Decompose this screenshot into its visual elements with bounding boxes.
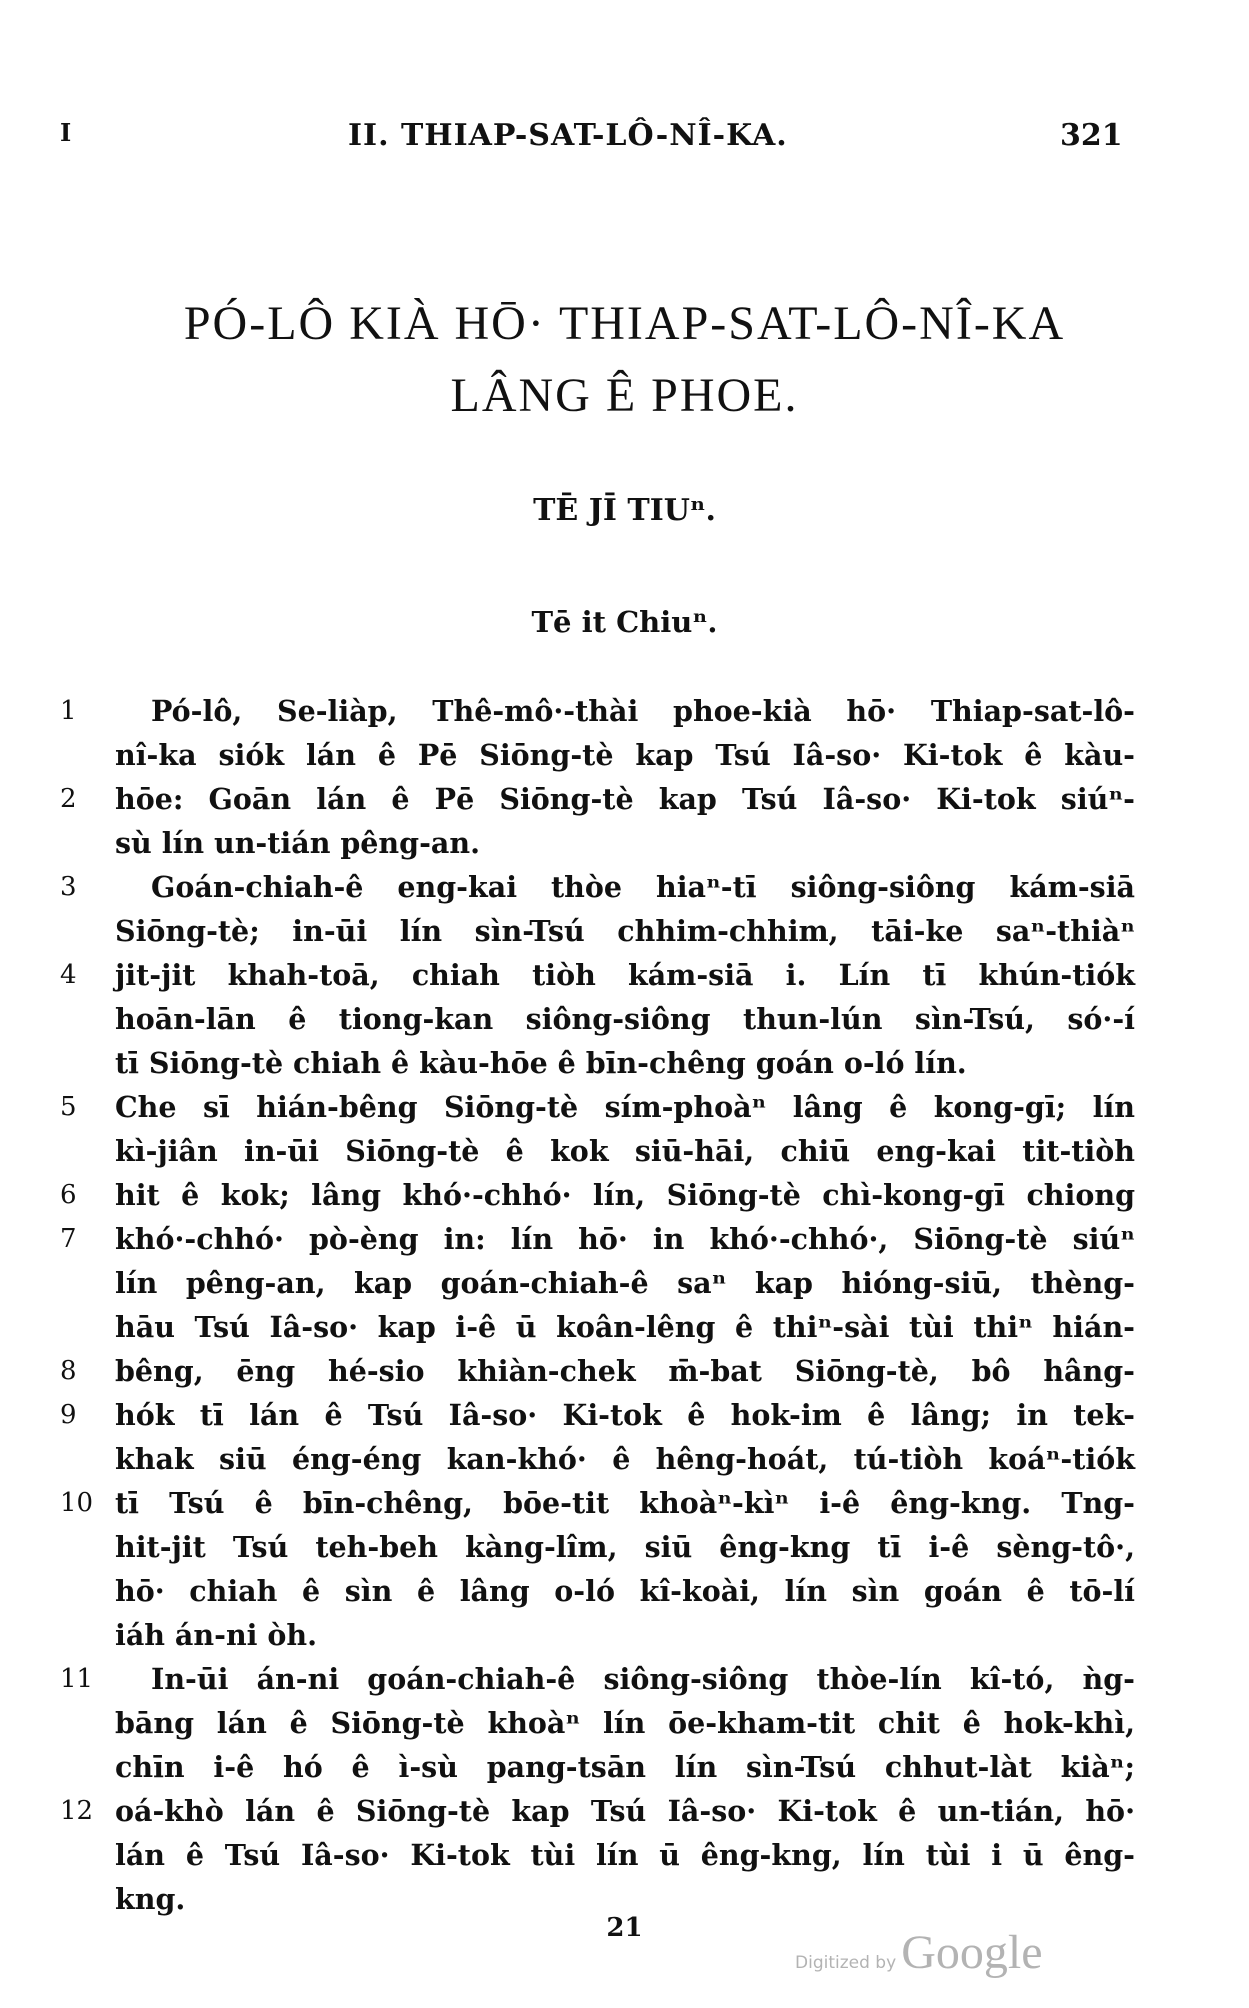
verse-number: 12 xyxy=(60,1796,94,1826)
running-head-page: 321 xyxy=(1060,118,1123,153)
line-text: Siōng-tè; in-ūi lín sìn-Tsú chhim-chhim, tāi-ke saⁿ-thiàⁿ xyxy=(115,914,1135,948)
line-text: hō· chiah ê sìn ê lâng o-ló kî-koài, lín sìn goán ê tō-lí xyxy=(115,1574,1135,1608)
line-text: iáh án-ni òh. xyxy=(115,1618,318,1652)
verse-number: 6 xyxy=(60,1180,77,1210)
text-line xyxy=(0,1134,1249,1178)
line-text: chīn i-ê hó ê ì-sù pang-tsān lín sìn-Tsú chhut-làt kiàⁿ; xyxy=(115,1750,1135,1784)
running-head xyxy=(0,118,1249,158)
text-line xyxy=(0,826,1249,870)
line-text: tī Siōng-tè chiah ê kàu-hōe ê bīn-chêng goán o-ló lín. xyxy=(115,1046,967,1080)
line-text: Che sī hián-bêng Siōng-tè sím-phoàⁿ lâng ê kong-gī; lín xyxy=(115,1090,1135,1124)
line-text: khó·-chhó· pò-èng in: lín hō· in khó·-chhó·, Siōng-tè siúⁿ xyxy=(115,1222,1135,1256)
line-text: nî-ka siók lán ê Pē Siōng-tè kap Tsú Iâ-so· Ki-tok ê kàu- xyxy=(115,738,1135,772)
title-line-1: PÓ-LÔ KIÀ HŌ· THIAP-SAT-LÔ-NÎ-KA xyxy=(183,297,1066,350)
text-line xyxy=(0,1266,1249,1310)
text-line xyxy=(0,1354,1249,1398)
text-line xyxy=(0,1838,1249,1882)
line-text: bāng lán ê Siōng-tè khoàⁿ lín ōe-kham-tit chit ê hok-khì, xyxy=(115,1706,1135,1740)
text-line xyxy=(0,958,1249,1002)
line-text: hók tī lán ê Tsú Iâ-so· Ki-tok ê hok-im ê lâng; in tek- xyxy=(115,1398,1135,1432)
text-line xyxy=(0,914,1249,958)
line-text: tī Tsú ê bīn-chêng, bōe-tit khoàⁿ-kìⁿ i-ê êng-kng. Tng- xyxy=(115,1486,1135,1520)
verse-number: 8 xyxy=(60,1356,77,1386)
verse-number: 3 xyxy=(60,872,77,902)
chapter-subheading: Tē it Chiuⁿ. xyxy=(531,605,718,639)
text-line xyxy=(0,1398,1249,1442)
line-text: hāu Tsú Iâ-so· kap i-ê ū koân-lêng ê thiⁿ-sài tùi thiⁿ hián- xyxy=(115,1310,1135,1344)
text-line xyxy=(0,870,1249,914)
text-line xyxy=(0,1442,1249,1486)
text-line xyxy=(0,1706,1249,1750)
line-text: hit-jit Tsú teh-beh kàng-lîm, siū êng-kng tī i-ê sèng-tô·, xyxy=(115,1530,1135,1564)
line-text: jit-jit khah-toā, chiah tiòh kám-siā i. Lín tī khún-tiók xyxy=(115,958,1135,992)
running-head-mark: I xyxy=(60,118,72,147)
watermark-small: Digitized by xyxy=(795,1953,897,1973)
running-head-title: II. THIAP-SAT-LÔ-NÎ-KA. xyxy=(348,118,788,153)
line-text: Goán-chiah-ê eng-kai thòe hiaⁿ-tī siông-siông kám-siā xyxy=(151,870,1135,904)
line-text: bêng, ēng hé-sio khiàn-chek m̄-bat Siōng-tè, bô hâng- xyxy=(115,1354,1135,1388)
text-line xyxy=(0,1178,1249,1222)
watermark xyxy=(795,1925,1043,1980)
line-text: kng. xyxy=(115,1882,186,1916)
line-text: lán ê Tsú Iâ-so· Ki-tok tùi lín ū êng-kng, lín tùi i ū êng- xyxy=(115,1838,1135,1872)
text-line xyxy=(0,738,1249,782)
text-line xyxy=(0,1046,1249,1090)
text-line xyxy=(0,1486,1249,1530)
text-line xyxy=(0,1750,1249,1794)
line-text: khak siū éng-éng kan-khó· ê hêng-hoát, tú-tiòh koáⁿ-tiók xyxy=(115,1442,1135,1476)
verse-number: 9 xyxy=(60,1400,77,1430)
text-body xyxy=(0,694,1249,1926)
line-text: Pó-lô, Se-liàp, Thê-mô·-thài phoe-kià hō· Thiap-sat-lô- xyxy=(151,694,1135,728)
watermark-logo: Google xyxy=(901,1926,1043,1979)
title-line-2: LÂNG Ê PHOE. xyxy=(450,369,799,422)
verse-number: 11 xyxy=(60,1664,94,1694)
line-text: hit ê kok; lâng khó·-chhó· lín, Siōng-tè chì-kong-gī chiong xyxy=(115,1178,1135,1212)
text-line xyxy=(0,1662,1249,1706)
section-heading: TĒ JĪ TIUⁿ. xyxy=(533,493,716,528)
text-line xyxy=(0,1794,1249,1838)
line-text: lín pêng-an, kap goán-chiah-ê saⁿ kap hióng-siū, thèng- xyxy=(115,1266,1135,1300)
line-text: oá-khò lán ê Siōng-tè kap Tsú Iâ-so· Ki-tok ê un-tián, hō· xyxy=(115,1794,1135,1828)
text-line xyxy=(0,694,1249,738)
text-line xyxy=(0,1618,1249,1662)
text-line xyxy=(0,782,1249,826)
verse-number: 2 xyxy=(60,784,77,814)
line-text: kì-jiân in-ūi Siōng-tè ê kok siū-hāi, chiū eng-kai tit-tiòh xyxy=(115,1134,1135,1168)
line-text: In-ūi án-ni goán-chiah-ê siông-siông thòe-lín kî-tó, ǹg- xyxy=(151,1662,1135,1696)
verse-number: 5 xyxy=(60,1092,77,1122)
line-text: sù lín un-tián pêng-an. xyxy=(115,826,481,860)
text-line xyxy=(0,1574,1249,1618)
verse-number: 1 xyxy=(60,696,77,726)
text-line xyxy=(0,1222,1249,1266)
page-title xyxy=(0,288,1249,432)
verse-number: 7 xyxy=(60,1224,77,1254)
page-number: 21 xyxy=(606,1913,643,1943)
line-text: hōe: Goān lán ê Pē Siōng-tè kap Tsú Iâ-so· Ki-tok siúⁿ- xyxy=(115,782,1135,816)
text-line xyxy=(0,1310,1249,1354)
text-line xyxy=(0,1090,1249,1134)
text-line xyxy=(0,1002,1249,1046)
text-line xyxy=(0,1530,1249,1574)
line-text: hoān-lān ê tiong-kan siông-siông thun-lún sìn-Tsú, só·-í xyxy=(115,1002,1135,1036)
verse-number: 10 xyxy=(60,1488,94,1518)
verse-number: 4 xyxy=(60,960,77,990)
